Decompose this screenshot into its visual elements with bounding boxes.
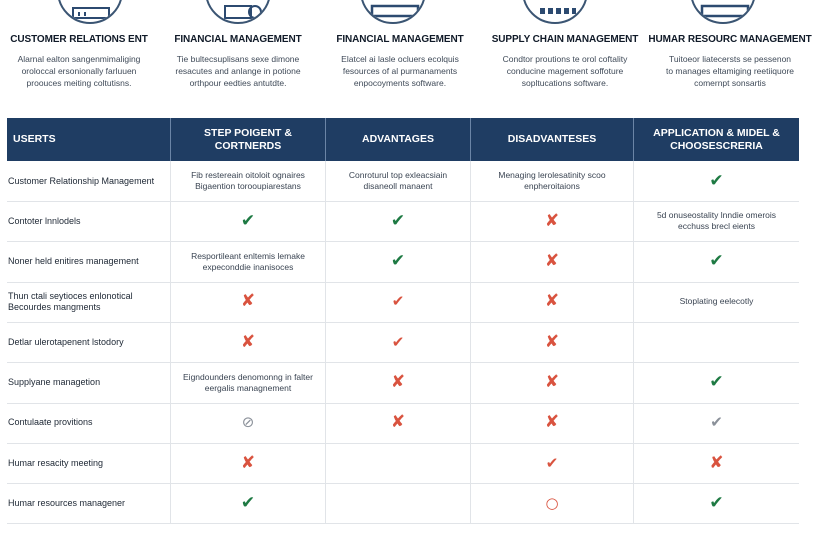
check-icon: ✔ — [545, 453, 559, 472]
cell-text: Resportileant enltemis lemake expeconddie inanisoces — [191, 250, 305, 272]
cell-text: Conroturul top exleacsiain disaneoll manaent — [348, 170, 448, 191]
table-header — [7, 118, 799, 161]
circle-icon: ○ — [545, 493, 559, 512]
check-icon: ✔ — [709, 492, 724, 513]
table-cell — [470, 201, 633, 241]
row-label: Supplyane managetion — [8, 377, 101, 387]
category-row — [0, 34, 834, 104]
server-icon — [57, 0, 123, 24]
category-description: Tuitoeor liatecersts se pessenon to manages eltamiging reetiiquore comernpt sonsartis — [665, 54, 795, 88]
cross-icon: ✘ — [390, 372, 406, 392]
row-label: Contoter lnnlodels — [8, 215, 81, 226]
cross-icon: ✘ — [544, 291, 560, 312]
cross-icon: ✘ — [240, 452, 256, 473]
check-icon: ✔ — [709, 372, 724, 392]
table-cell — [170, 483, 325, 523]
category-title: FINANCIAL MANAGEMENT — [336, 34, 464, 45]
row-label: Contulaate provitions — [8, 417, 93, 428]
header-application: APPLICATION & MIDEL & CHOOSESCRERIA — [633, 118, 799, 161]
table-cell — [470, 403, 633, 443]
cross-icon: ✘ — [544, 412, 560, 433]
cross-icon: ✘ — [240, 291, 256, 312]
category-human-resources — [648, 34, 812, 89]
table-cell — [170, 322, 325, 362]
table-cell — [633, 161, 799, 201]
category-customer-relations — [0, 34, 158, 89]
table-cell — [633, 363, 799, 403]
check-icon: ✔ — [391, 332, 405, 351]
row-label: Detlar ulerotapenent lstodory — [8, 336, 124, 347]
cross-icon: ✘ — [390, 412, 406, 433]
table-cell — [633, 443, 799, 483]
table-cell — [170, 242, 325, 282]
table-row — [7, 483, 799, 524]
table-cell — [170, 282, 325, 322]
check-icon: ✔ — [391, 292, 405, 311]
cell-text: Fib restereain oitoloit ognaires Bigaention torooupiarestans — [191, 170, 305, 191]
table-cell — [633, 483, 799, 523]
table-cell — [325, 403, 470, 443]
table-cell — [170, 443, 325, 483]
cross-icon: ✘ — [544, 331, 560, 352]
cell-text: Eigndounders denomonng in falter eergalis managnement — [183, 371, 313, 393]
cell-text: 5d onuseostality lnndie omerois ecchuss brecl eients — [656, 210, 777, 232]
category-supply-chain — [486, 34, 644, 89]
check-icon: ✔ — [240, 210, 256, 231]
check-icon: ✔ — [709, 170, 724, 191]
table-cell — [470, 483, 633, 523]
category-title: SUPPLY CHAIN MANAGEMENT — [491, 34, 639, 45]
table-cell — [633, 201, 799, 241]
table-row — [7, 363, 799, 404]
check-icon: ✔ — [390, 251, 406, 272]
table-cell — [325, 443, 470, 483]
slash-circle-icon: ⊘ — [241, 413, 255, 432]
header-disadvantages: DISADVANTESES — [470, 118, 633, 161]
cross-icon: ✘ — [709, 452, 724, 473]
table-cell — [170, 363, 325, 403]
table-cell — [470, 242, 633, 282]
table-row — [7, 201, 799, 242]
table-cell — [325, 322, 470, 362]
header-advantages: ADVANTAGES — [325, 118, 470, 161]
cross-icon: ✘ — [544, 372, 560, 392]
laptop-icon — [360, 0, 426, 24]
table-row — [7, 443, 799, 484]
table-cell — [470, 443, 633, 483]
table-cell — [633, 282, 799, 322]
cell-text: Stoplating eelecotly — [679, 296, 754, 307]
check-icon: ✔ — [710, 413, 723, 432]
category-description: Alarnal ealton sangenmimaliging oroloccal ersonionally farluuen proouces meiting coltutisns. — [17, 54, 141, 88]
category-title: CUSTOMER RELATIONS ENT — [10, 34, 148, 45]
cross-icon: ✘ — [240, 331, 256, 352]
hr-laptop-icon — [690, 0, 756, 24]
category-financial-1 — [162, 34, 314, 89]
header-users: USERTS — [13, 133, 56, 145]
category-icons — [0, 0, 834, 30]
row-label: Customer Relationship Management — [8, 175, 155, 186]
table-cell — [325, 282, 470, 322]
row-label: Thun ctali seytioces enlonotical Becourdes mangments — [8, 290, 133, 312]
finance-search-icon — [205, 0, 271, 24]
check-icon: ✔ — [240, 492, 256, 513]
category-financial-2 — [323, 34, 477, 89]
check-icon: ✔ — [390, 210, 406, 231]
category-description: Elatcel ai lasle ocluers ecolquis fesources of al purmanaments enpocoyments software. — [341, 54, 459, 88]
table-cell — [633, 242, 799, 282]
table-row — [7, 242, 799, 283]
table-cell — [170, 161, 325, 201]
table-cell — [470, 161, 633, 201]
table-cell — [325, 363, 470, 403]
table-cell — [325, 161, 470, 201]
table-row — [7, 161, 799, 202]
category-title: FINANCIAL MANAGEMENT — [174, 34, 302, 45]
row-label: Humar resacity meeting — [8, 457, 104, 468]
category-description: Condtor proutions te orol coftality conducine magement soffoture sopltucations software. — [502, 54, 628, 88]
table-cell — [633, 403, 799, 443]
table-cell — [470, 282, 633, 322]
check-icon: ✔ — [709, 251, 724, 272]
table-cell — [633, 322, 799, 362]
table-cell — [170, 403, 325, 443]
cross-icon: ✘ — [544, 210, 560, 231]
table-row — [7, 403, 799, 444]
table-cell — [170, 201, 325, 241]
supply-chain-icon — [522, 0, 588, 24]
row-label: Noner held enitires management — [8, 256, 139, 267]
table-cell — [470, 363, 633, 403]
table-row — [7, 282, 799, 323]
table-cell — [325, 242, 470, 282]
cell-text: Menaging lerolesatinity scoo enpheroitaions — [498, 170, 606, 191]
table-cell — [325, 201, 470, 241]
row-label: Humar resources managener — [8, 497, 126, 508]
table-cell — [470, 322, 633, 362]
table-row — [7, 322, 799, 363]
cross-icon: ✘ — [544, 251, 560, 272]
category-title: HUMAR RESOURC MANAGEMENT — [648, 34, 812, 45]
header-step-point: STEP POIGENT & CORTNERDS — [170, 118, 325, 161]
table-cell — [325, 483, 470, 523]
category-description: Tie bultecsuplisans sexe dimone resacutes and anlange in potione orthpour eedties antutdte. — [175, 54, 301, 88]
